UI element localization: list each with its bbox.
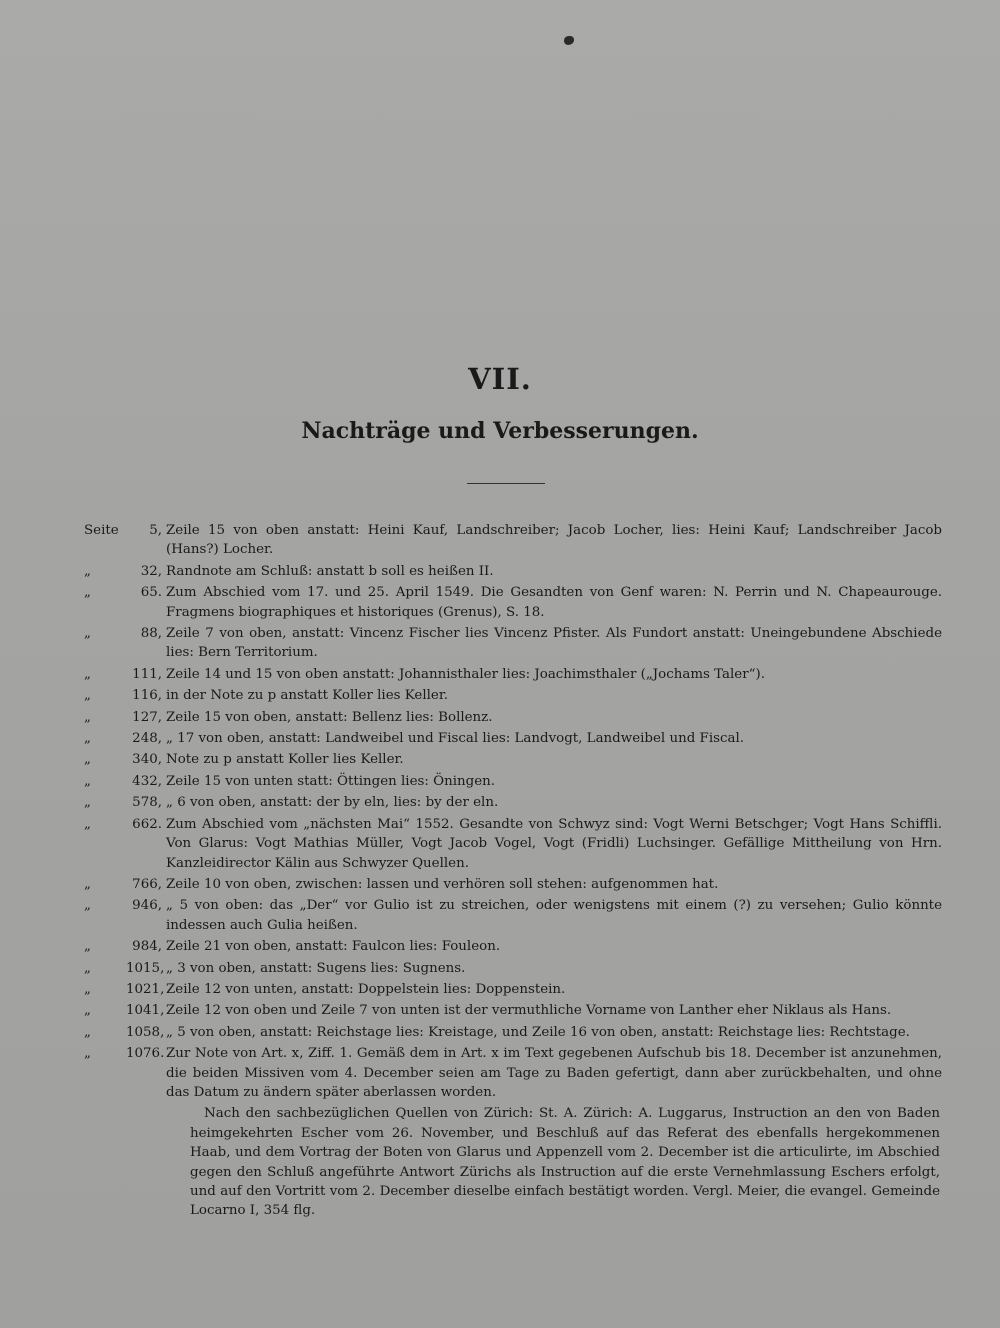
errata-entry <box>0 980 1000 999</box>
errata-entry <box>0 815 1000 873</box>
entry-page: 1015, <box>126 960 165 976</box>
entry-text: Note zu p anstatt Koller lies Keller. <box>166 752 404 768</box>
entry-prefix: „ <box>84 1046 91 1062</box>
entry-prefix: „ <box>84 585 91 601</box>
entry-prefix: „ <box>84 709 91 725</box>
entry-page: 127, <box>132 709 162 725</box>
entry-text: Zum Abschied vom 17. und 25. April 1549. Die Gesandten von Genf waren: N. Perrin und N. Chapeaurouge. Fragmens biographiques et historiques (Grenus), S. 18. <box>166 585 942 620</box>
section-heading: Nachträge und Verbesserungen. <box>301 418 699 444</box>
entry-prefix: „ <box>84 666 91 682</box>
entry-page: 65. <box>140 585 162 601</box>
entry-text: Zur Note von Art. x, Ziff. 1. Gemäß dem in Art. x im Text gegebenen Aufschub bis 18. December ist anzunehmen, die beiden Missiven vom 4. December seien am Tage zu Baden gefertigt, dann aber zurückbehalten, und ohne das Datum zu ändern später aberlassen worden. <box>166 1046 942 1100</box>
entry-page: 946, <box>132 898 162 914</box>
entry-prefix: „ <box>84 1024 91 1040</box>
entry-page: 1058, <box>126 1024 165 1040</box>
errata-entry <box>0 937 1000 956</box>
entry-prefix: „ <box>84 773 91 789</box>
entry-prefix: „ <box>84 752 91 768</box>
entry-page: 984, <box>132 939 162 955</box>
entry-prefix: „ <box>84 563 91 579</box>
entry-page: 88, <box>140 626 162 642</box>
entry-prefix: „ <box>84 1003 91 1019</box>
entry-prefix: „ <box>84 816 91 832</box>
entry-page: 32, <box>140 563 162 579</box>
entry-text: Zeile 10 von oben, zwischen: lassen und verhören soll stehen: aufgenommen hat. <box>166 876 719 892</box>
entry-page: 111, <box>132 666 162 682</box>
entry-text: „ 5 von oben, anstatt: Reichstage lies: Kreistage, und Zeile 16 von oben, anstatt: Reichstage lies: Rechtstage. <box>166 1024 910 1040</box>
errata-entry <box>0 896 1000 935</box>
entry-text: Zeile 15 von unten statt: Öttingen lies: Öningen. <box>166 773 496 789</box>
divider-rule <box>467 483 545 484</box>
entry-prefix: „ <box>84 731 91 747</box>
errata-entry <box>0 750 1000 769</box>
errata-entry <box>0 1044 1000 1102</box>
errata-entry <box>0 665 1000 684</box>
entry-page: 1076. <box>126 1046 165 1062</box>
chapter-number: VII. <box>468 362 532 396</box>
entry-text: Zum Abschied vom „nächsten Mai“ 1552. Gesandte von Schwyz sind: Vogt Werni Betschger; Vogt Hans Schiffli. Von Glarus: Vogt Mathias Müller, Vogt Jacob Vogel, Vogt (Fridli) Luchsinger. Gefällige Mittheilung von Hrn. Kanzleidirector Kälin aus Schwyzer Quellen. <box>166 816 942 871</box>
errata-entry <box>0 686 1000 705</box>
errata-entry <box>0 1023 1000 1042</box>
entry-text: in der Note zu p anstatt Koller lies Keller. <box>166 688 448 704</box>
errata-entry <box>0 729 1000 748</box>
entry-text: Zeile 14 und 15 von oben anstatt: Johannisthaler lies: Joachimsthaler („Jochams Taler“). <box>166 666 765 682</box>
entry-page: 248, <box>132 731 162 747</box>
entry-page: 116, <box>132 688 162 704</box>
errata-entry <box>0 521 1000 560</box>
entry-prefix: „ <box>84 939 91 955</box>
closing-paragraph: Nach den sachbezüglichen Quellen von Zürich: St. A. Zürich: A. Luggarus, Instruction an den von Baden heimgekehrten Escher vom 26. November, und Beschluß auf das Referat des ebenfalls hergekommenen Haab, und dem Vortrag der Boten von Glarus und Appenzell vom 2. December ist die articulirte, im Abschied gegen den Schluß angeführte Antwort Zürichs als Instruction auf die erste Vernehmlassung Eschers erfolgt, und auf den Vortritt vom 2. December dieselbe einfach bestätigt worden. Vergl. Meier, die evangel. Gemeinde Locarno I, 354 flg. <box>190 1106 940 1219</box>
entry-text: Zeile 7 von oben, anstatt: Vincenz Fischer lies Vincenz Pfister. Als Fundort anstatt: Uneingebundene Abschiede lies: Bern Territorium. <box>166 626 942 661</box>
errata-entry <box>0 708 1000 727</box>
errata-entry <box>0 624 1000 663</box>
entry-text: Zeile 21 von oben, anstatt: Faulcon lies: Fouleon. <box>166 939 501 955</box>
errata-entry <box>0 875 1000 894</box>
entry-page: 340, <box>132 752 162 768</box>
entry-page: 432, <box>132 773 162 789</box>
errata-entry <box>0 562 1000 581</box>
errata-entry <box>0 959 1000 978</box>
errata-list <box>0 521 1000 1221</box>
entry-text: Zeile 12 von oben und Zeile 7 von unten ist der vermuthliche Vorname von Lanther eher Niklaus als Hans. <box>166 1003 892 1019</box>
entry-prefix: „ <box>84 981 91 997</box>
entry-text: „ 17 von oben, anstatt: Landweibel und Fiscal lies: Landvogt, Landweibel und Fiscal. <box>166 731 745 747</box>
entry-page: 766, <box>132 876 162 892</box>
entry-page: 1041, <box>126 1003 165 1019</box>
errata-entry <box>0 772 1000 791</box>
entry-text: „ 3 von oben, anstatt: Sugens lies: Sugnens. <box>166 960 466 976</box>
entry-prefix: „ <box>84 795 91 811</box>
errata-entry <box>0 583 1000 622</box>
entry-text: Zeile 12 von unten, anstatt: Doppelstein lies: Doppenstein. <box>166 981 566 997</box>
entry-text: Zeile 15 von oben, anstatt: Bellenz lies: Bollenz. <box>166 709 493 725</box>
ink-speck <box>564 36 574 45</box>
entry-text: Randnote am Schluß: anstatt b soll es heißen II. <box>166 563 494 579</box>
entry-prefix: „ <box>84 898 91 914</box>
entry-page: 1021, <box>126 981 165 997</box>
errata-entry <box>0 793 1000 812</box>
entry-text: „ 5 von oben: das „Der“ vor Gulio ist zu streichen, oder wenigstens mit einem (?) zu versehen; Gulio könnte indessen auch Gulia heißen. <box>166 898 942 933</box>
entry-prefix: „ <box>84 876 91 892</box>
entry-page: 5, <box>149 523 162 538</box>
entry-text: „ 6 von oben, anstatt: der by eln, lies: by der eln. <box>166 795 499 811</box>
entry-prefix: „ <box>84 688 91 704</box>
entry-text: Zeile 15 von oben anstatt: Heini Kauf, Landschreiber; Jacob Locher, lies: Heini Kauf; Landschreiber Jacob (Hans?) Locher. <box>166 523 942 558</box>
entry-prefix: „ <box>84 626 91 642</box>
entry-page: 662. <box>132 816 162 832</box>
entry-prefix: „ <box>84 960 91 976</box>
errata-entry <box>0 1001 1000 1020</box>
entry-page: 578, <box>132 795 162 811</box>
entry-prefix: Seite <box>84 523 119 538</box>
